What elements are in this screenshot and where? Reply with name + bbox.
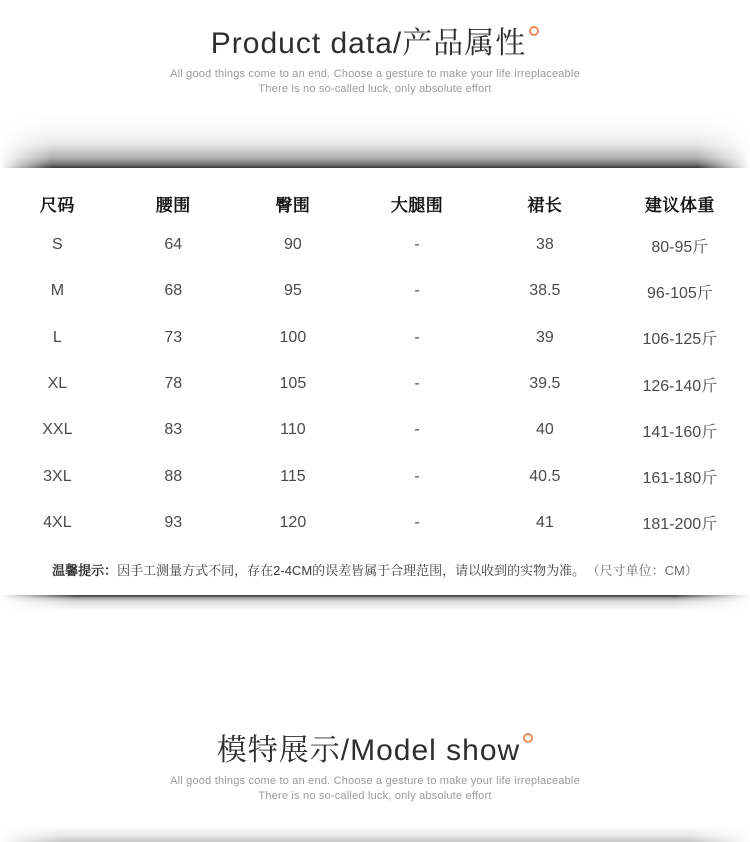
table-row bbox=[0, 453, 750, 499]
table-cell: - bbox=[414, 236, 420, 254]
accent-ring-icon bbox=[523, 733, 533, 743]
shadow-divider-bottom bbox=[0, 826, 750, 842]
table-cell: 105 bbox=[279, 375, 307, 393]
subtitle-line: All good things come to an end. Choose a gesture to make your life irreplaceable bbox=[170, 775, 580, 787]
table-cell: 40 bbox=[535, 421, 554, 439]
table-row bbox=[0, 315, 750, 361]
table-cell: 93 bbox=[164, 513, 183, 531]
table-cell: - bbox=[414, 467, 420, 485]
table-cell: 78 bbox=[164, 375, 183, 393]
table-cell: 68 bbox=[164, 282, 183, 300]
table-cell: 38.5 bbox=[529, 282, 561, 300]
table-cell: XL bbox=[47, 375, 68, 393]
table-header-row bbox=[0, 184, 750, 222]
shadow-divider-top bbox=[0, 116, 750, 168]
model-show-subtitle bbox=[0, 774, 750, 804]
model-show-section-header bbox=[0, 735, 750, 804]
table-cell: 38 bbox=[535, 236, 554, 254]
product-data-subtitle bbox=[0, 67, 750, 97]
note-prefix: 温馨提示： bbox=[52, 563, 118, 578]
table-cell: 181-200斤 bbox=[642, 516, 718, 534]
product-data-title-text: Product data/产品属性 bbox=[210, 27, 527, 60]
note-unit: （尺寸单位：CM） bbox=[593, 563, 698, 578]
table-row bbox=[0, 407, 750, 453]
size-chart-table bbox=[0, 184, 750, 546]
table-cell: XXL bbox=[42, 421, 73, 439]
subtitle-line: There is no so-called luck, only absolute effort bbox=[258, 790, 492, 802]
table-row bbox=[0, 500, 750, 546]
table-cell: - bbox=[414, 282, 420, 300]
table-cell: 80-95斤 bbox=[651, 238, 709, 256]
column-header: 臀围 bbox=[275, 195, 311, 215]
table-cell: 88 bbox=[164, 467, 183, 485]
table-row bbox=[0, 222, 750, 268]
table-cell: M bbox=[50, 282, 65, 300]
table-cell: 39.5 bbox=[529, 375, 561, 393]
table-cell: L bbox=[52, 328, 62, 346]
table-cell: - bbox=[414, 328, 420, 346]
subtitle-line: All good things come to an end. Choose a gesture to make your life irreplaceable bbox=[170, 68, 580, 80]
table-cell: - bbox=[414, 375, 420, 393]
table-cell: 83 bbox=[164, 421, 183, 439]
product-data-title bbox=[0, 28, 750, 60]
column-header: 腰围 bbox=[155, 195, 191, 215]
table-cell: 100 bbox=[279, 328, 307, 346]
model-show-title-text: 模特展示/Model show bbox=[216, 734, 521, 767]
note-text: 因手工测量方式不同，存在2-4CM的误差皆属于合理范围，请以收到的实物为准。 bbox=[117, 563, 586, 578]
table-cell: 39 bbox=[535, 328, 554, 346]
measurement-note bbox=[0, 560, 750, 579]
table-cell: 40.5 bbox=[529, 467, 561, 485]
product-data-section-header bbox=[0, 28, 750, 97]
column-header: 大腿围 bbox=[390, 195, 444, 215]
table-cell: 3XL bbox=[43, 467, 72, 485]
shadow-divider-middle bbox=[0, 595, 750, 611]
table-cell: 90 bbox=[283, 236, 302, 254]
table-row bbox=[0, 361, 750, 407]
table-cell: 110 bbox=[280, 421, 306, 439]
table-cell: 141-160斤 bbox=[642, 423, 718, 441]
table-cell: S bbox=[52, 236, 63, 254]
table-cell: 4XL bbox=[43, 513, 72, 531]
table-cell: 126-140斤 bbox=[642, 377, 718, 395]
column-header: 尺码 bbox=[39, 195, 75, 215]
table-row bbox=[0, 268, 750, 314]
table-cell: 73 bbox=[164, 328, 183, 346]
table-cell: 106-125斤 bbox=[642, 331, 718, 349]
table-cell: - bbox=[414, 513, 420, 531]
table-cell: 64 bbox=[164, 236, 183, 254]
column-header: 裙长 bbox=[527, 195, 563, 215]
table-cell: 41 bbox=[535, 513, 554, 531]
model-show-title bbox=[0, 735, 750, 767]
table-cell: 96-105斤 bbox=[646, 284, 713, 302]
table-cell: 161-180斤 bbox=[642, 470, 718, 488]
accent-ring-icon bbox=[529, 26, 539, 36]
table-cell: - bbox=[414, 421, 420, 439]
column-header: 建议体重 bbox=[644, 195, 715, 215]
subtitle-line: There is no so-called luck, only absolute effort bbox=[258, 83, 492, 95]
table-cell: 95 bbox=[283, 282, 302, 300]
table-cell: 120 bbox=[279, 513, 307, 531]
table-cell: 115 bbox=[280, 467, 306, 485]
